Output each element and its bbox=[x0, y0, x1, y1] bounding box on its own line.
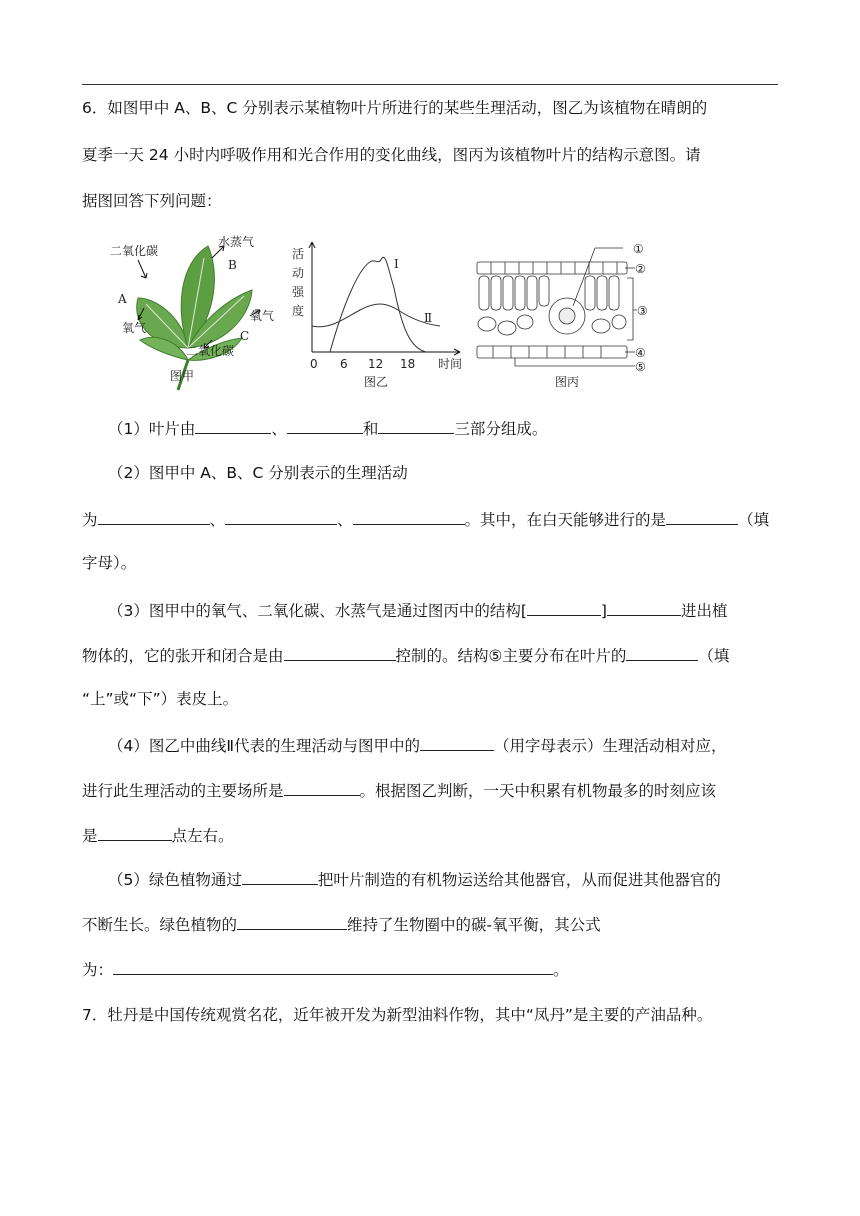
answer-blank[interactable] bbox=[98, 509, 210, 525]
q6-intro-line-2: 夏季一天 24 小时内呼吸作用和光合作用的变化曲线，图丙为该植物叶片的结构示意图。请 bbox=[82, 146, 701, 164]
curve-1-label: I bbox=[394, 257, 399, 271]
tick-6: 6 bbox=[340, 357, 348, 371]
q6-intro-line-1: 6．如图甲中 A、B、C 分别表示某植物叶片所进行的某些生理活动，图乙为该植物在晴朗的 bbox=[82, 99, 708, 117]
p3-text-f: （填 bbox=[698, 647, 730, 665]
answer-blank[interactable] bbox=[237, 914, 347, 930]
label-2: ② bbox=[635, 262, 646, 276]
p2-text-e: （填 bbox=[738, 511, 770, 529]
answer-blank[interactable] bbox=[666, 509, 738, 525]
ylabel-2: 动 bbox=[292, 266, 305, 280]
answer-blank[interactable] bbox=[527, 600, 601, 616]
label-b: B bbox=[228, 258, 237, 272]
q6-part-1 bbox=[108, 418, 547, 439]
label-a: A bbox=[118, 292, 127, 306]
tick-18: 18 bbox=[400, 357, 416, 371]
answer-blank[interactable] bbox=[98, 825, 172, 841]
answer-blank[interactable] bbox=[607, 600, 681, 616]
p5-text-c: 不断生长。绿色植物的 bbox=[82, 916, 238, 934]
label-co2-top: 二氧化碳 bbox=[110, 244, 159, 258]
header-rule bbox=[82, 84, 778, 85]
label-4: ④ bbox=[635, 346, 646, 360]
answer-blank[interactable] bbox=[378, 418, 454, 434]
q6-part-2-line-2 bbox=[82, 509, 769, 530]
p4-text-c: 进行此生理活动的主要场所是 bbox=[82, 782, 284, 800]
answer-blank[interactable] bbox=[284, 780, 360, 796]
label-c: C bbox=[240, 329, 250, 343]
answer-blank[interactable] bbox=[225, 509, 337, 525]
p4-text-d: 。根据图乙判断，一天中积累有机物最多的时刻应该 bbox=[359, 782, 717, 800]
p4-text-b: （用字母表示）生理活动相对应， bbox=[494, 737, 727, 755]
p3-text-b: ] bbox=[600, 602, 607, 620]
p4-text-a: （4）图乙中曲线Ⅱ代表的生理活动与图甲中的 bbox=[108, 737, 420, 755]
ylabel-4: 度 bbox=[292, 304, 305, 318]
figure-bing-leaf-section bbox=[475, 228, 655, 393]
caption-bing: 图丙 bbox=[555, 375, 580, 389]
q7-intro-line-1: 7．牡丹是中国传统观赏名花，近年被开发为新型油料作物，其中“凤丹”是主要的产油品种。 bbox=[82, 1006, 713, 1024]
answer-blank[interactable] bbox=[353, 509, 465, 525]
figure-jia-leaf bbox=[100, 228, 280, 393]
q6-part-5-line-2 bbox=[82, 914, 601, 935]
q6-part-5-line-1 bbox=[108, 869, 721, 890]
caption-yi: 图乙 bbox=[364, 375, 389, 389]
xlabel-time: 时间 bbox=[438, 357, 463, 371]
label-o2-right: 氧气 bbox=[250, 309, 275, 323]
q6-part-2-line-1: （2）图甲中 A、B、C 分别表示的生理活动 bbox=[108, 464, 408, 482]
caption-jia: 图甲 bbox=[170, 369, 195, 383]
p1-text-d: 三部分组成。 bbox=[454, 420, 548, 438]
figure-row bbox=[100, 228, 648, 398]
q6-part-4-line-2 bbox=[82, 780, 716, 801]
answer-blank[interactable] bbox=[284, 645, 396, 661]
label-3: ③ bbox=[637, 304, 648, 318]
p5-text-e: 为： bbox=[82, 961, 114, 979]
p3-text-a: （3）图甲中的氧气、二氧化碳、水蒸气是通过图丙中的结构[ bbox=[108, 602, 527, 620]
p2-text-b: 、 bbox=[209, 511, 226, 529]
curve-2-label: Ⅱ bbox=[424, 311, 433, 325]
tick-0: 0 bbox=[310, 357, 318, 371]
q6-part-3-line-1 bbox=[108, 600, 728, 621]
p3-text-d: 物体的，它的张开和闭合是由 bbox=[82, 647, 284, 665]
p2-text-d: 。其中，在白天能够进行的是 bbox=[464, 511, 667, 529]
p2-text-a: 为 bbox=[82, 511, 98, 529]
q6-part-3-line-3: “上”或“下”）表皮上。 bbox=[82, 690, 239, 708]
label-1: ① bbox=[633, 242, 644, 256]
answer-blank[interactable] bbox=[113, 959, 553, 975]
tick-12: 12 bbox=[368, 357, 384, 371]
q6-part-2-line-3: 字母）。 bbox=[82, 554, 137, 572]
p5-text-d: 维持了生物圈中的碳-氧平衡，其公式 bbox=[347, 916, 601, 934]
answer-blank[interactable] bbox=[242, 869, 318, 885]
ylabel-3: 强 bbox=[292, 285, 305, 299]
answer-blank[interactable] bbox=[287, 418, 363, 434]
p4-text-e: 是 bbox=[82, 827, 98, 845]
p2-text-c: 、 bbox=[337, 511, 353, 529]
p3-text-e: 控制的。结构⑤主要分布在叶片的 bbox=[395, 647, 627, 665]
p3-text-c: 进出植 bbox=[680, 602, 728, 620]
label-5: ⑤ bbox=[635, 360, 646, 374]
q6-part-4-line-1 bbox=[108, 735, 727, 756]
answer-blank[interactable] bbox=[626, 645, 698, 661]
ylabel-1: 活 bbox=[292, 247, 305, 261]
label-co2-bottom: 二氧化碳 bbox=[186, 344, 235, 358]
p1-text-b: 、 bbox=[271, 420, 287, 438]
q6-intro-line-3: 据图回答下列问题： bbox=[82, 192, 222, 210]
p5-text-a: （5）绿色植物通过 bbox=[108, 871, 242, 889]
figure-yi-curves bbox=[290, 228, 465, 393]
p4-text-f: 点左右。 bbox=[171, 827, 234, 845]
q6-part-3-line-2 bbox=[82, 645, 729, 666]
p1-text-a: （1）叶片由 bbox=[108, 420, 196, 438]
p5-text-b: 把叶片制造的有机物运送给其他器官，从而促进其他器官的 bbox=[317, 871, 721, 889]
q6-part-5-line-3 bbox=[82, 959, 569, 980]
label-water-vapor: 水蒸气 bbox=[218, 235, 255, 249]
answer-blank[interactable] bbox=[195, 418, 271, 434]
answer-blank[interactable] bbox=[420, 735, 494, 751]
p1-text-c: 和 bbox=[362, 420, 379, 438]
label-o2-left: 氧气 bbox=[122, 321, 147, 335]
q6-part-4-line-3 bbox=[82, 825, 234, 846]
p5-text-f: 。 bbox=[553, 961, 569, 979]
